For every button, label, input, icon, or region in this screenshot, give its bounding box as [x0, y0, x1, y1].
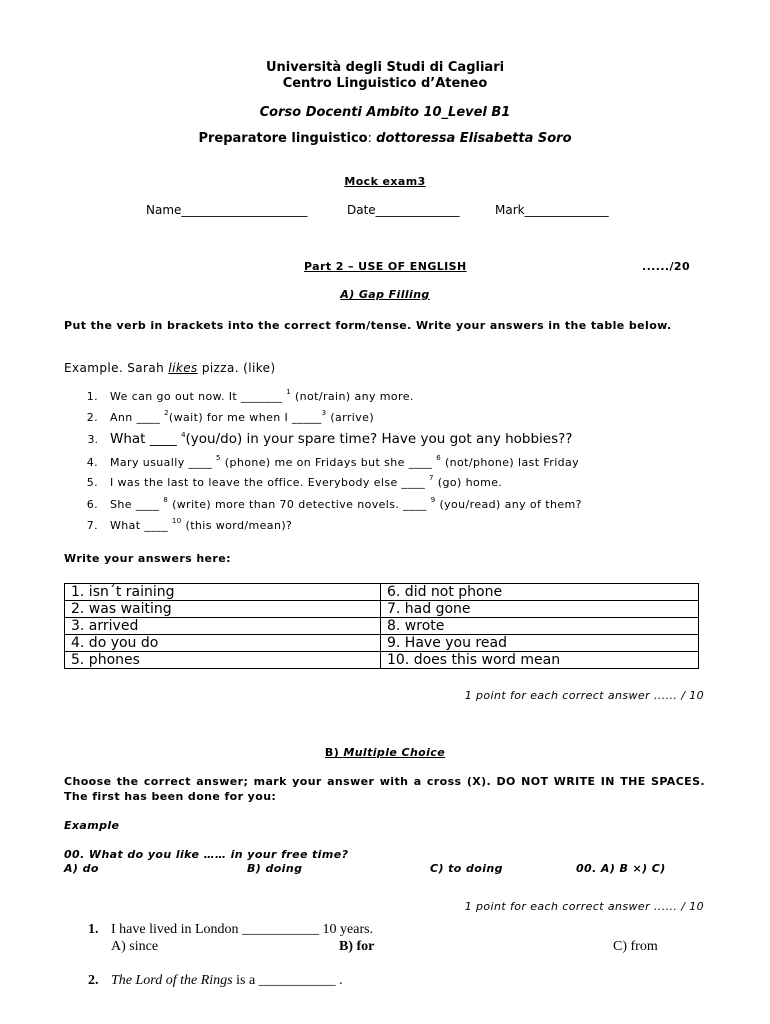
example-question: 00. What do you like …… in your free time? — [64, 848, 349, 861]
table-row — [65, 601, 699, 618]
example-label: Example — [64, 819, 120, 832]
answer-cell: 3. arrived — [65, 618, 381, 635]
answer-cell: 8. wrote — [381, 618, 699, 635]
option-b: B) for — [339, 939, 375, 954]
tutor-label: Preparatore linguistico — [198, 131, 368, 146]
part-score: ....../20 — [642, 260, 690, 273]
example-sentence: Example. Sarah likes pizza. (like) — [64, 361, 276, 375]
example-option-c: C) to doing — [430, 862, 503, 875]
question-number: 1. — [88, 922, 99, 937]
section-b-points: 1 point for each correct answer ...... / 10 — [464, 900, 704, 913]
option-a: A) since — [111, 939, 159, 954]
answer-cell: 1. isn´t raining — [65, 584, 381, 601]
centre-name: Centro Linguistico d’Ateneo — [282, 76, 488, 91]
section-a-instruction: Put the verb in brackets into the correct form/tense. Write your answers in the table below. — [64, 319, 672, 332]
answer-cell: 9. Have you read — [381, 635, 699, 652]
example-option-a: A) do — [64, 862, 99, 875]
example-option-b: B) doing — [247, 862, 303, 875]
answer-cell: 6. did not phone — [381, 584, 699, 601]
table-row — [65, 635, 699, 652]
course-title: Corso Docenti Ambito 10_Level B1 — [259, 105, 511, 120]
mark-field: Mark______________ — [495, 203, 609, 217]
table-row — [65, 618, 699, 635]
table-row — [65, 584, 699, 601]
answer-cell: 10. does this word mean — [381, 652, 699, 669]
answers-table — [64, 583, 699, 669]
option-c: C) from — [613, 939, 658, 954]
section-a-title: A) Gap Filling — [340, 288, 430, 301]
section-a-points: 1 point for each correct answer ...... / 10 — [464, 689, 704, 702]
table-row — [65, 652, 699, 669]
university-name: Università degli Studi di Cagliari — [265, 60, 505, 75]
answer-cell: 4. do you do — [65, 635, 381, 652]
question-text: I have lived in London ___________ 10 years. — [111, 922, 374, 937]
answers-label: Write your answers here: — [64, 552, 231, 565]
question-number: 2. — [88, 973, 99, 988]
exam-title: Mock exam3 — [344, 175, 426, 188]
answer-cell: 5. phones — [65, 652, 381, 669]
name-field: Name_____________________ — [146, 203, 308, 217]
section-b-title: B) Multiple Choice — [324, 746, 446, 759]
example-answer: likes — [168, 361, 198, 375]
tutor-line: Preparatore linguistico: dottoressa Elisabetta Soro — [198, 131, 572, 146]
section-b-instruction: Choose the correct answer; mark your answer with a cross (X). DO NOT WRITE IN THE SPACES. The first has been done for you: — [64, 775, 705, 803]
date-field: Date______________ — [347, 203, 460, 217]
answer-cell: 2. was waiting — [65, 601, 381, 618]
question-text: The Lord of the Rings is a ___________ . — [111, 973, 343, 988]
example-answer-key: 00. A) B ×) C) — [576, 862, 666, 875]
tutor-name: dottoressa Elisabetta Soro — [376, 131, 572, 146]
part-title: Part 2 – USE OF ENGLISH — [304, 260, 467, 273]
answer-cell: 7. had gone — [381, 601, 699, 618]
